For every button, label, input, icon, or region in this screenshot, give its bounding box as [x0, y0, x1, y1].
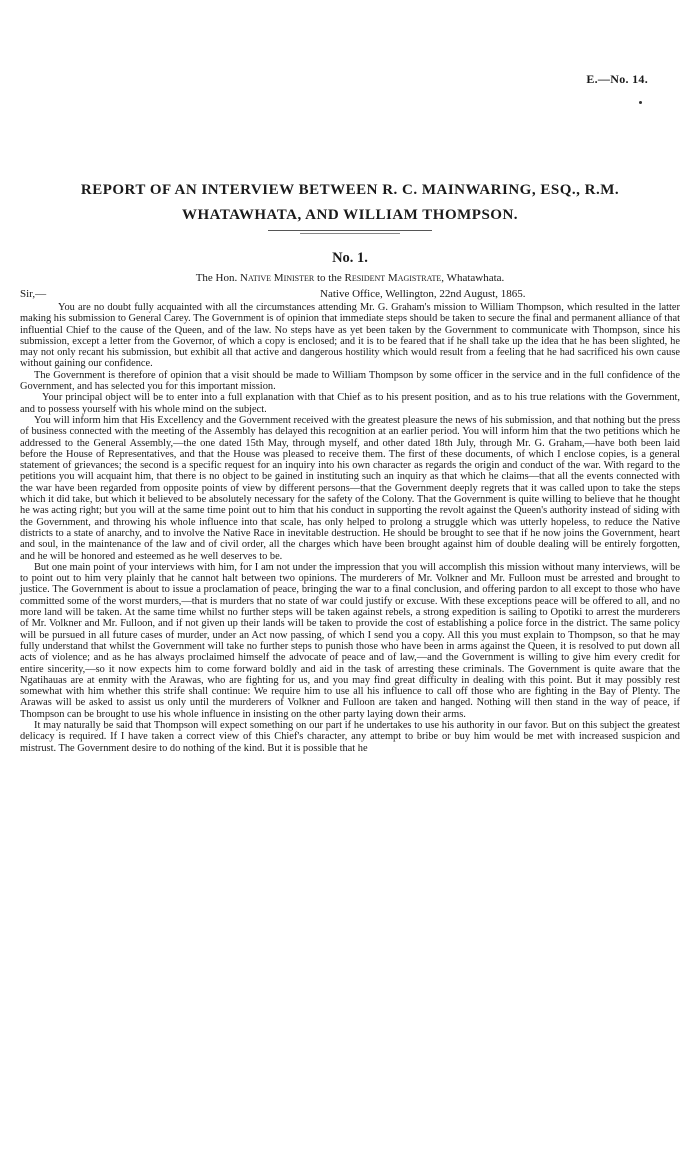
paragraph: You will inform him that His Excellency and the Government received with the greatest pleasure the news of his submission, and that nothing but the press of business connected with the meeting of the Assembly has delayed this recognition at an earlier period. You will inform him that the two petitions which he addressed to the General Assembly,—the one dated 15th May, through myself, and other dated 18th July, through Mr. G. Graham,—have both been laid before the House of Representatives, and that the House was pleased to receive them. The first of these documents, of which I enclose copies, is a general statement of grievances; the second is a specific request for an inquiry into his own character as regards the origin and conduct of the war. With regard to the petitions you will acquaint him, that there is no object to be gained in instituting such an inquiry as that which he claims—that all the events connected with the war have been regarded from opposite points of view by different persons—that the Government deeply regrets that it was called upon to take the steps which it did take, but which it believed to be absolutely necessary for the safety of the Colony. That the Government is quite willing to believe that he thought he was acting right; but you will at the same time point out to him that his conduct in supporting the revolt against the Queen's authority instead of siding with the Government, and throwing his whole influence into that scale, has only helped to prolong a struggle which was utterly hopeless, to reduce the Native districts to a state of anarchy, and to involve the Native Race in inevitable destruction. He should be brought to see that if he now joins the Government, heart and soul, in the maintenance of the law and of civil order, all the charges which have been brought against him of double dealing will be entirely forgotten, and he will be honored and esteemed as he well deserves to be. — [20, 414, 680, 562]
paragraph: But one main point of your interviews with him, for I am not under the impression that you will accomplish this mission without many interviews, will be to point out to him very plainly that he cannot halt between two opinions. The murderers of Mr. Volkner and Mr. Fulloon must be arrested and brought to justice. The Government is about to issue a proclamation of peace, bringing the war to a final conclusion, and offering pardon to all except to those who have committed some of the worst murders,—that is murders that no state of war could justify or excuse. With these exceptions peace will be offered to all, and no more land will be taken. At the same time whilst no further steps will be taken against rebels, a strong expedition is sailing to Opotiki to arrest the murderers of Mr. Volkner and Mr. Fulloon, and if not given up their lands will be taken to provide the cost of establishing a police force in the district. The same policy will be pursued in all future cases of murder, under an Act now passing, of which I send you a copy. All this you must explain to Thompson, so that he may fully understand that whilst the Government will take no further steps to punish those who have been in arms against the Queen, it is resolved to put down all acts of violence; and as he has always proclaimed himself the advocate of peace and of law,—and the Government is willing to give him every credit for entire sincerity,—so it now expects him to come forward boldly and aid in the task of arresting these criminals. The Government is quite aware that the Ngatihauas are at enmity with the Arawas, who are fighting for us, and you may find great difficulty in dealing with this point. But it may possibly rest somewhat with him whether this strife shall continue: We require him to use all his influence to call off those who are fighting in the Bay of Plenty. The Arawas will be asked to assist us only until the murderers of Volkner and Fulloon are taken and hanged. Nothing will then stand in the way of peace, if Thompson can be brought to use his whole influence in insisting on the other party laying down their arms. — [20, 561, 680, 720]
title-divider-short — [300, 233, 400, 234]
letter-addressee-line — [0, 271, 700, 286]
addressee-prefix: The Hon. — [195, 272, 238, 284]
recipient-title: Resident Magistrate — [344, 272, 442, 284]
salutation: Sir,— — [20, 288, 47, 300]
report-title: REPORT OF AN INTERVIEW BETWEEN R. C. MAINWARING, ESQ., R.M. WHATAWHATA, AND WILLIAM THOMPSON. — [80, 182, 620, 223]
page-reference: E.—No. 14. — [586, 72, 648, 86]
paragraph: You are no doubt fully acquainted with all the circumstances attending Mr. G. Graham's mission to William Thompson, which resulted in the latter making his submission to General Carey. The Government is of opinion that immediate steps should be taken to secure the final and permanent alliance of that influential Chief to the cause of the Queen, and of the law. No steps have as yet been taken by the Government to communicate with Thompson, since his submission, except a letter from the Governor, of which a copy is enclosed; and it is to be feared that if he shall take up the idea that he has been slighted, he may not only recant his submission, but exhibit all that active and dangerous hostility which would result from a feeling that he had sacrificed his own cause without gaining our confidence. — [20, 302, 680, 370]
addressee-to: to the — [317, 272, 342, 284]
sender-title: Native Minister — [240, 272, 315, 284]
paragraph: Your principal object will be to enter into a full explanation with that Chief as to his present position, and as to his true relations with the Government, and to possess yourself with his whole mind on the subject. — [20, 392, 680, 415]
letter-body — [20, 302, 680, 754]
paragraph: It may naturally be said that Thompson will expect something on our part if he undertakes to use his authority in our favor. But on this subject the greatest delicacy is required. If I have taken a correct view of this Chief's character, any attempt to bribe or buy him would be met with increased suspicion and mistrust. The Government desire to do nothing of the kind. But it is possible that he — [20, 719, 680, 754]
letter-number: No. 1. — [332, 250, 368, 266]
dateline: Native Office, Wellington, 22nd August, 1865. — [320, 288, 526, 300]
paragraph: The Government is therefore of opinion that a visit should be made to William Thompson by some officer in the service and in the full confidence of the Government, and has selected you for this important mission. — [20, 369, 680, 393]
title-divider — [268, 230, 432, 231]
addressee-place: , Whatawhata. — [441, 272, 505, 284]
stray-mark — [639, 101, 642, 104]
